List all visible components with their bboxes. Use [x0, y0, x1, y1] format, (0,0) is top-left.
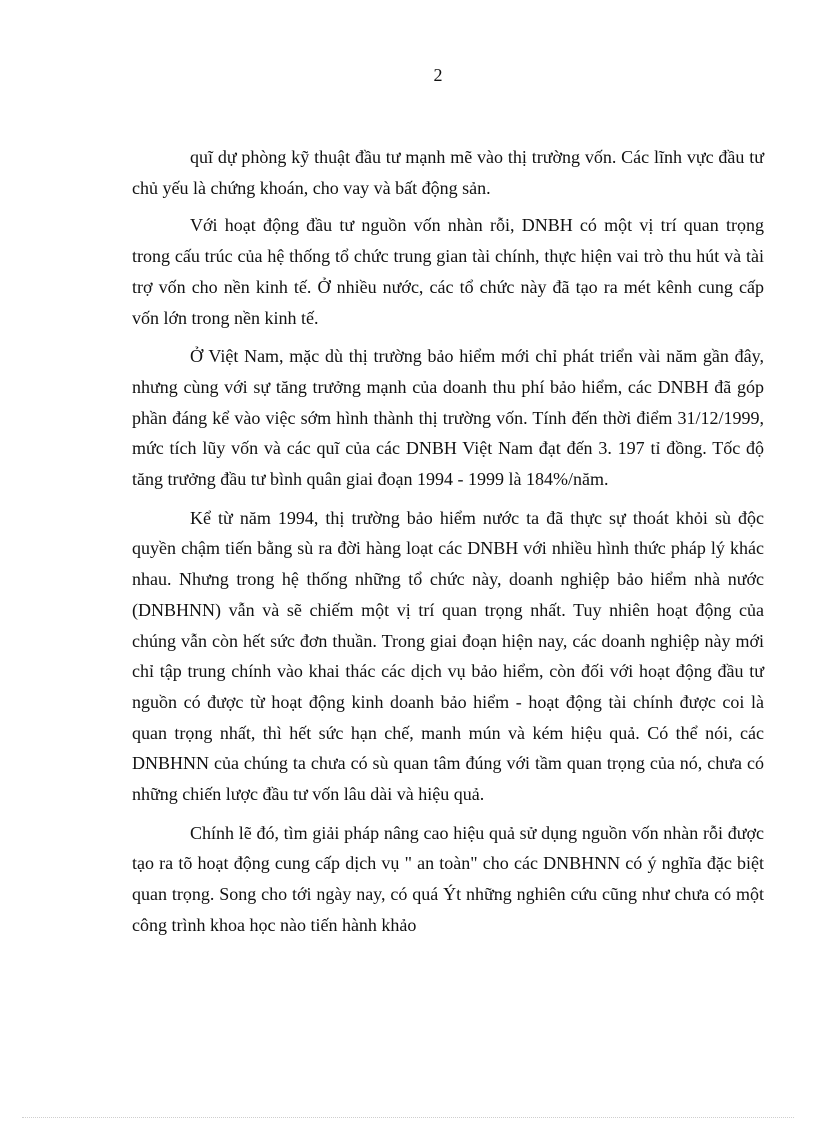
paragraph-2: Với hoạt động đầu tư nguồn vốn nhàn rỗi, DNBH có một vị trí quan trọng trong cấu trúc của hệ thống tổ chức trung gian tài chính, thực hiện vai trò thu hút và tài trợ vốn cho nền kinh tế. Ở nhiều nước, các tổ chức này đã tạo ra mét kênh cung cấp vốn lớn trong nền kinh tế.: [132, 215, 764, 328]
paragraph-4: Kể từ năm 1994, thị trường bảo hiểm nước ta đã thực sự thoát khỏi sù độc quyền chậm tiến bằng sù ra đời hàng loạt các DNBH với nhiều hình thức pháp lý khác nhau. Nhưng trong hệ thống những tổ chức này, doanh nghiệp bảo hiểm nhà nước (DNBHNN) vẫn và sẽ chiếm một vị trí quan trọng nhất. Tuy nhiên hoạt động của chúng vẫn còn hết sức đơn thuần. Trong giai đoạn hiện nay, các doanh nghiệp này mới chỉ tập trung chính vào khai thác các dịch vụ bảo hiểm, còn đối với hoạt động đầu tư nguồn có được từ hoạt động kinh doanh bảo hiểm - hoạt động tài chính được coi là quan trọng nhất, thì hết sức hạn chế, manh mún và kém hiệu quả. Có thể nói, các DNBHNN của chúng ta chưa có sù quan tâm đúng với tầm quan trọng của nó, chưa có những chiến lược đầu tư vốn lâu dài và hiệu quả.: [132, 507, 764, 805]
page-bottom-divider: [22, 1117, 794, 1118]
page-number: 2: [433, 65, 443, 85]
paragraph-1: quĩ dự phòng kỹ thuật đầu tư mạnh mẽ vào thị trường vốn. Các lĩnh vực đầu tư chủ yếu là chứng khoán, cho vay và bất động sản.: [132, 147, 764, 198]
document-body: [132, 142, 764, 941]
paragraph-3: Ở Việt Nam, mặc dù thị trường bảo hiểm mới chỉ phát triển vài năm gần đây, nhưng cùng với sự tăng trưởng mạnh của doanh thu phí bảo hiểm, các DNBH đã góp phần đáng kể vào việc sớm hình thành thị trường vốn. Tính đến thời điểm 31/12/1999, mức tích lũy vốn và các quĩ của các DNBH Việt Nam đạt đến 3. 197 tỉ đồng. Tốc độ tăng trưởng đầu tư bình quân giai đoạn 1994 - 1999 là 184%/năm.: [132, 346, 764, 490]
paragraph-5: Chính lẽ đó, tìm giải pháp nâng cao hiệu quả sử dụng nguồn vốn nhàn rỗi được tạo ra tõ hoạt động cung cấp dịch vụ " an toàn" cho các DNBHNN có ý nghĩa đặc biệt quan trọng. Song cho tới ngày nay, có quá Ýt những nghiên cứu cũng như chưa có một công trình khoa học nào tiến hành khảo: [132, 822, 764, 935]
